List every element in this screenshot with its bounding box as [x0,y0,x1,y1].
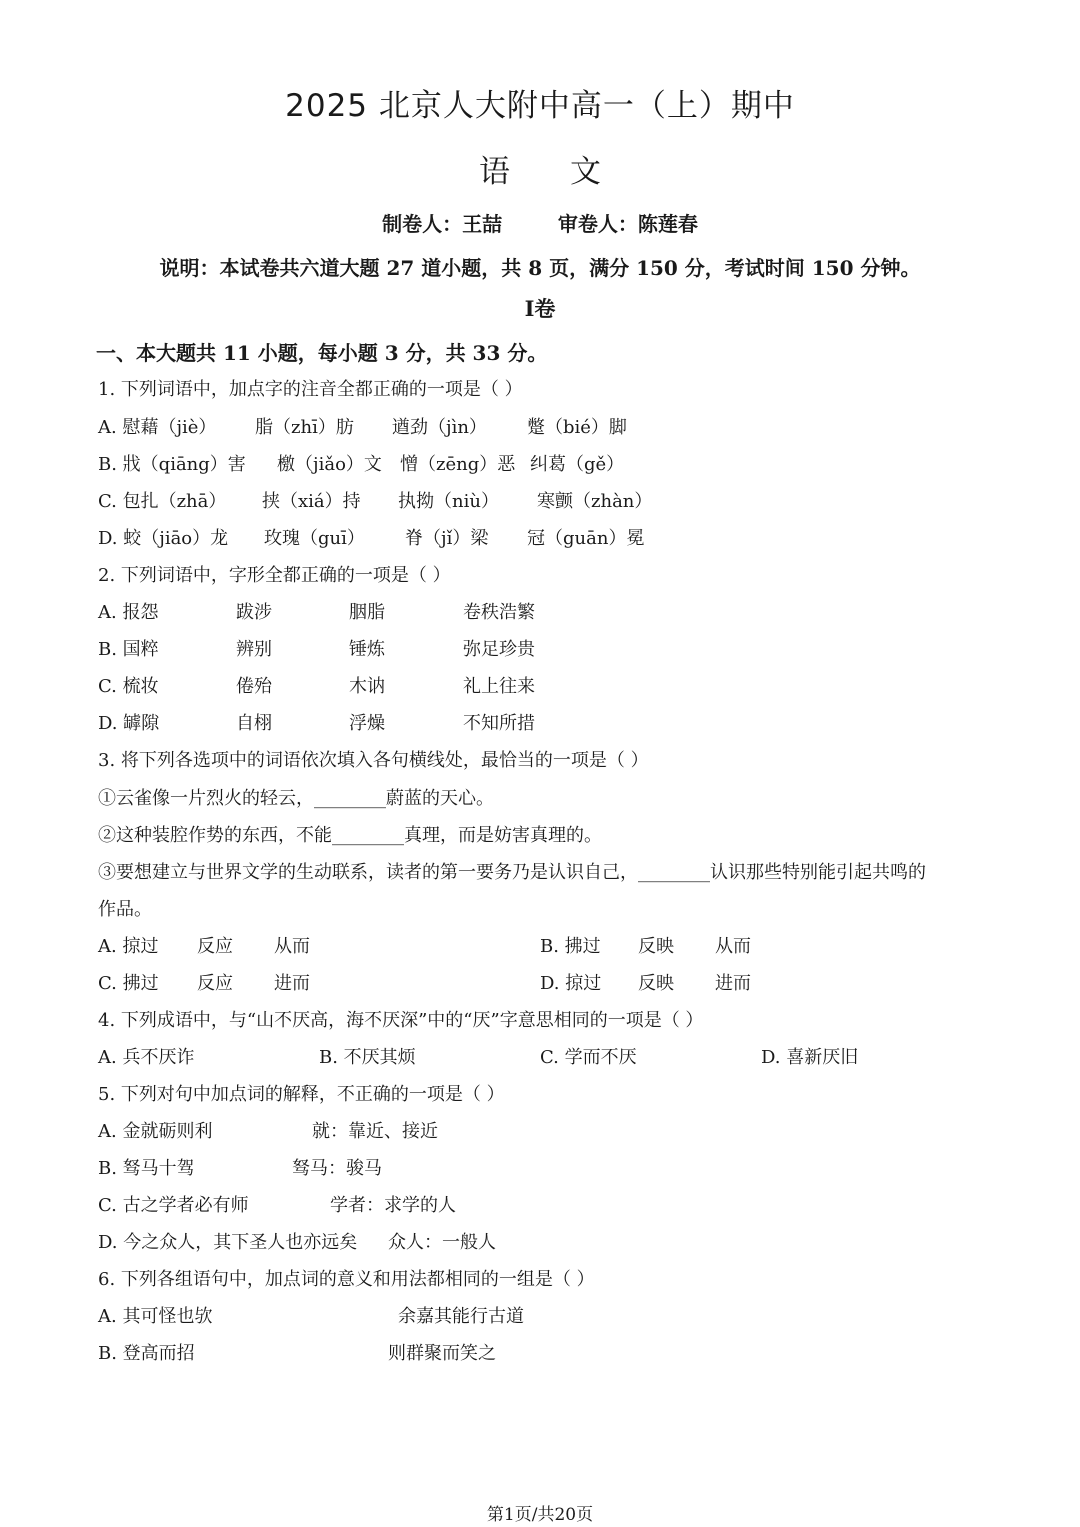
makers-line: 制卷人：王喆 审卷人：陈莲春 [382,212,698,236]
q1-d-4: 冠（guān）冕 [527,528,645,549]
q1-b-3: 憎（zēng）恶 [400,454,516,475]
q2-d-1: D. 罅隙 [98,713,160,734]
page-number: 第1页/共20页 [486,1505,594,1525]
q3-c-1: C. 拂过 [98,973,159,994]
q1-c-3: 执拗（niù） [398,491,499,512]
q6-b-2: 则群聚而笑之 [388,1343,496,1364]
q2-a-2: 跋涉 [236,602,272,623]
question-3-sentence-1: ①云雀像一片烈火的轻云，________蔚蓝的天心。 [98,788,494,809]
q2-d-3: 浮燥 [349,713,385,734]
q2-a-3: 胭脂 [349,602,385,623]
q2-b-4: 弥足珍贵 [463,639,535,660]
q1-c-4: 寒颤（zhàn） [537,491,653,512]
q3-c-3: 进而 [274,973,310,994]
q4-a: A. 兵不厌诈 [98,1047,195,1068]
exam-title: 2025 北京人大附中高一（上）期中 [285,88,795,124]
subject-title: 语文 [479,154,661,190]
q3-b-2: 反映 [638,936,674,957]
q2-a-4: 卷秩浩繁 [463,602,535,623]
q1-a-4: 蹩（bié）脚 [527,417,627,438]
q2-d-4: 不知所措 [463,713,535,734]
exam-note: 说明：本试卷共六道大题 27 道小题，共 8 页，满分 150 分，考试时间 150 分钟。 [159,256,921,280]
question-3-sentence-3-cont: 作品。 [98,899,152,920]
q1-b-4: 纠葛（gě） [530,454,625,475]
question-6-stem: 6. 下列各组语句中，加点词的意义和用法都相同的一组是（ ） [98,1269,595,1290]
question-3-sentence-3: ③要想建立与世界文学的生动联系，读者的第一要务乃是认识自己，________认识那些特别能引起共鸣的 [98,862,926,883]
q3-b-1: B. 拂过 [540,936,601,957]
section-heading: 一、本大题共 11 小题，每小题 3 分，共 33 分。 [96,341,548,365]
question-5-stem: 5. 下列对句中加点词的解释，不正确的一项是（ ） [98,1084,505,1105]
q1-d-1: D. 蛟（jiāo）龙 [98,528,229,549]
q1-b-1: B. 戕（qiāng）害 [98,454,246,475]
q3-a-3: 从而 [274,936,310,957]
q5-d-2: 众人：一般人 [388,1232,496,1253]
q2-d-2: 自栩 [236,713,272,734]
q2-b-1: B. 国粹 [98,639,159,660]
q1-b-2: 檄（jiǎo）文 [277,454,382,475]
q2-b-2: 辨别 [236,639,272,660]
q1-d-2: 玫瑰（guī） [264,528,365,549]
q3-b-3: 从而 [715,936,751,957]
question-4-stem: 4. 下列成语中，与“山不厌高，海不厌深”中的“厌”字意思相同的一项是（ ） [98,1010,704,1031]
question-3-sentence-2: ②这种装腔作势的东西，不能________真理，而是妨害真理的。 [98,825,602,846]
q6-b-1: B. 登高而招 [98,1343,195,1364]
q1-a-2: 脂（zhī）肪 [255,417,354,438]
q3-c-2: 反应 [197,973,233,994]
q2-c-2: 倦殆 [236,676,272,697]
q1-c-2: 挟（xiá）持 [262,491,361,512]
q5-c-1: C. 古之学者必有师 [98,1195,249,1216]
q1-c-1: C. 包扎（zhā） [98,491,227,512]
q6-a-1: A. 其可怪也欤 [98,1306,213,1327]
q5-a-1: A. 金就砺则利 [98,1121,213,1142]
q5-b-2: 驽马：骏马 [292,1158,382,1179]
q6-a-2: 余嘉其能行古道 [398,1306,524,1327]
q4-b: B. 不厌其烦 [319,1047,416,1068]
q3-d-3: 进而 [715,973,751,994]
q1-a-1: A. 慰藉（jiè） [98,417,217,438]
volume-label: Ⅰ卷 [524,296,556,321]
q3-a-1: A. 掠过 [98,936,159,957]
q4-c: C. 学而不厌 [540,1047,637,1068]
q5-d-1: D. 今之众人，其下圣人也亦远矣 [98,1232,358,1253]
q2-b-3: 锤炼 [349,639,385,660]
q1-d-3: 脊（jǐ）梁 [405,528,489,549]
q2-c-1: C. 梳妆 [98,676,159,697]
q5-c-2: 学者：求学的人 [330,1195,456,1216]
q3-a-2: 反应 [197,936,233,957]
q2-a-1: A. 报怨 [98,602,159,623]
q3-d-1: D. 掠过 [540,973,602,994]
q3-d-2: 反映 [638,973,674,994]
question-3-stem: 3. 将下列各选项中的词语依次填入各句横线处，最恰当的一项是（ ） [98,750,649,771]
q2-c-4: 礼上往来 [463,676,535,697]
q5-a-2: 就：靠近、接近 [312,1121,438,1142]
question-2-stem: 2. 下列词语中，字形全都正确的一项是（ ） [98,565,451,586]
q5-b-1: B. 驽马十驾 [98,1158,195,1179]
q1-a-3: 遒劲（jìn） [392,417,487,438]
question-1-stem: 1. 下列词语中，加点字的注音全都正确的一项是（ ） [98,379,523,400]
q4-d: D. 喜新厌旧 [761,1047,859,1068]
q2-c-3: 木讷 [349,676,385,697]
